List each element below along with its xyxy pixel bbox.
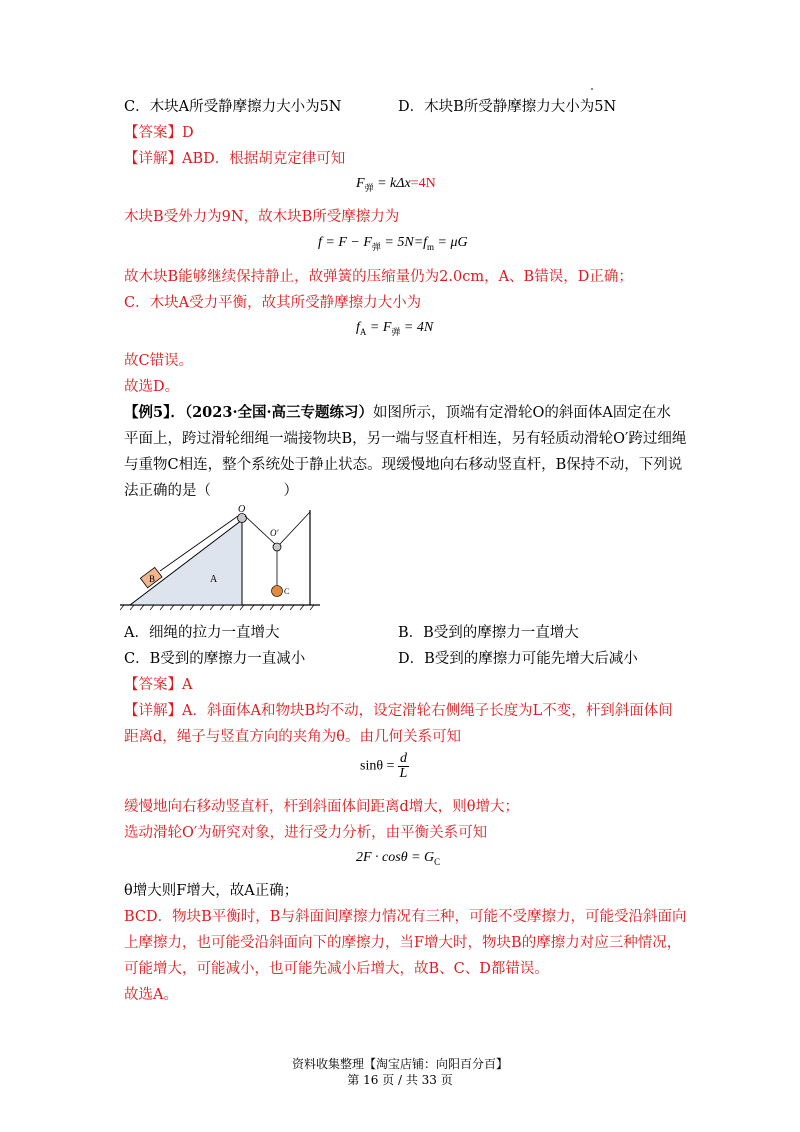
incline-pulley-figure [120,500,330,615]
q5-detail-4: 选动滑轮O′为研究对象，进行受力分析，由平衡关系可知 [124,825,488,841]
equation-hooke: $F_弹 = k\Delta x=4N$ [356,176,436,193]
q5-detail-5: θ增大则F增大，故A正确； [124,883,299,899]
q5-option-d: D．B受到的摩擦力可能先增大后减小 [398,651,638,667]
prev-line-6: 故选D。 [124,379,180,395]
label-o-prime: O′ [270,528,279,538]
q5-detail-2: 距离d，绳子与竖直方向的夹角为θ。由几何关系可知 [124,729,462,745]
prev-line-3: 故木块B能够继续保持静止，故弹簧的压缩量仍为2.0cm，A、B错误，D正确； [124,269,633,285]
prev-line-5: 故C错误。 [124,353,194,369]
equation-friction-a: $f_A = F_弹 = 4N$ [356,320,434,337]
q5-stem-line-2: 平面上，跨过滑轮细绳一端接物块B，另一端与竖直杆相连，另有轻质动滑轮O′跨过细绳 [124,431,687,447]
q5-detail-9: 故选A。 [124,987,178,1003]
footer-source: 资料收集整理【淘宝店铺：向阳百分百】 [291,1057,508,1071]
prev-option-d: D．木块B所受静摩擦力大小为5N [398,99,617,115]
q5-detail-6: BCD．物块B平衡时，B与斜面间摩擦力情况有三种，可能不受摩擦力，可能受沿斜面向 [124,909,687,925]
q5-stem-line-3: 与重物C相连，整个系统处于静止状态。现缓慢地向右移动竖直杆，B保持不动，下列说 [124,457,683,473]
scan-dot [591,88,593,90]
q5-answer: 【答案】A [124,677,193,693]
equation-balance: $2F \cdot \cos\theta = G_C$ [356,850,441,867]
q5-detail-8: 可能增大，可能减小，也可能先减小后增大，故B、C、D都错误。 [124,961,549,977]
prev-line-4: C．木块A受力平衡，故其所受静摩擦力大小为 [124,295,422,311]
label-o: O [238,504,246,515]
q5-heading: 【例5】．（2023·全国·高三专题练习） [124,404,374,421]
equation-sin-theta: sinθ = $\frac{d}{L}$ [360,751,408,781]
equation-friction-b: $f = F - F_弹 = 5N=f_m = \mu G$ [318,235,468,252]
q5-option-a: A．细绳的拉力一直增大 [124,625,280,641]
q5-option-b: B．B受到的摩擦力一直增大 [398,625,579,641]
label-b: B [149,574,156,584]
prev-option-c: C．木块A所受静摩擦力大小为5N [124,99,342,115]
q5-stem-line-1: 【例5】．（2023·全国·高三专题练习）如图所示，顶端有定滑轮O的斜面体A固定在水 [124,404,671,421]
label-a: A [210,574,218,585]
q5-detail-1: 【详解】A．斜面体A和物块B均不动，设定滑轮右侧绳子长度为L不变，杆到斜面体间 [124,703,673,719]
q5-option-c: C．B受到的摩擦力一直减小 [124,651,306,667]
footer-page-number: 第 16 页 / 共 33 页 [347,1073,453,1087]
q5-detail-7: 上摩擦力，也可能受沿斜面向下的摩擦力，当F增大时，物块B的摩擦力对应三种情况， [124,935,682,951]
prev-detail-intro: 【详解】ABD．根据胡克定律可知 [124,151,346,167]
q5-detail-3: 缓慢地向右移动竖直杆，杆到斜面体间距离d增大，则θ增大； [124,799,520,815]
prev-line-2: 木块B受外力为9N，故木块B所受摩擦力为 [124,209,400,225]
q5-stem-line-4: 法正确的是（ ） [124,483,298,499]
label-c: C [284,587,290,596]
prev-answer: 【答案】D [124,125,194,141]
